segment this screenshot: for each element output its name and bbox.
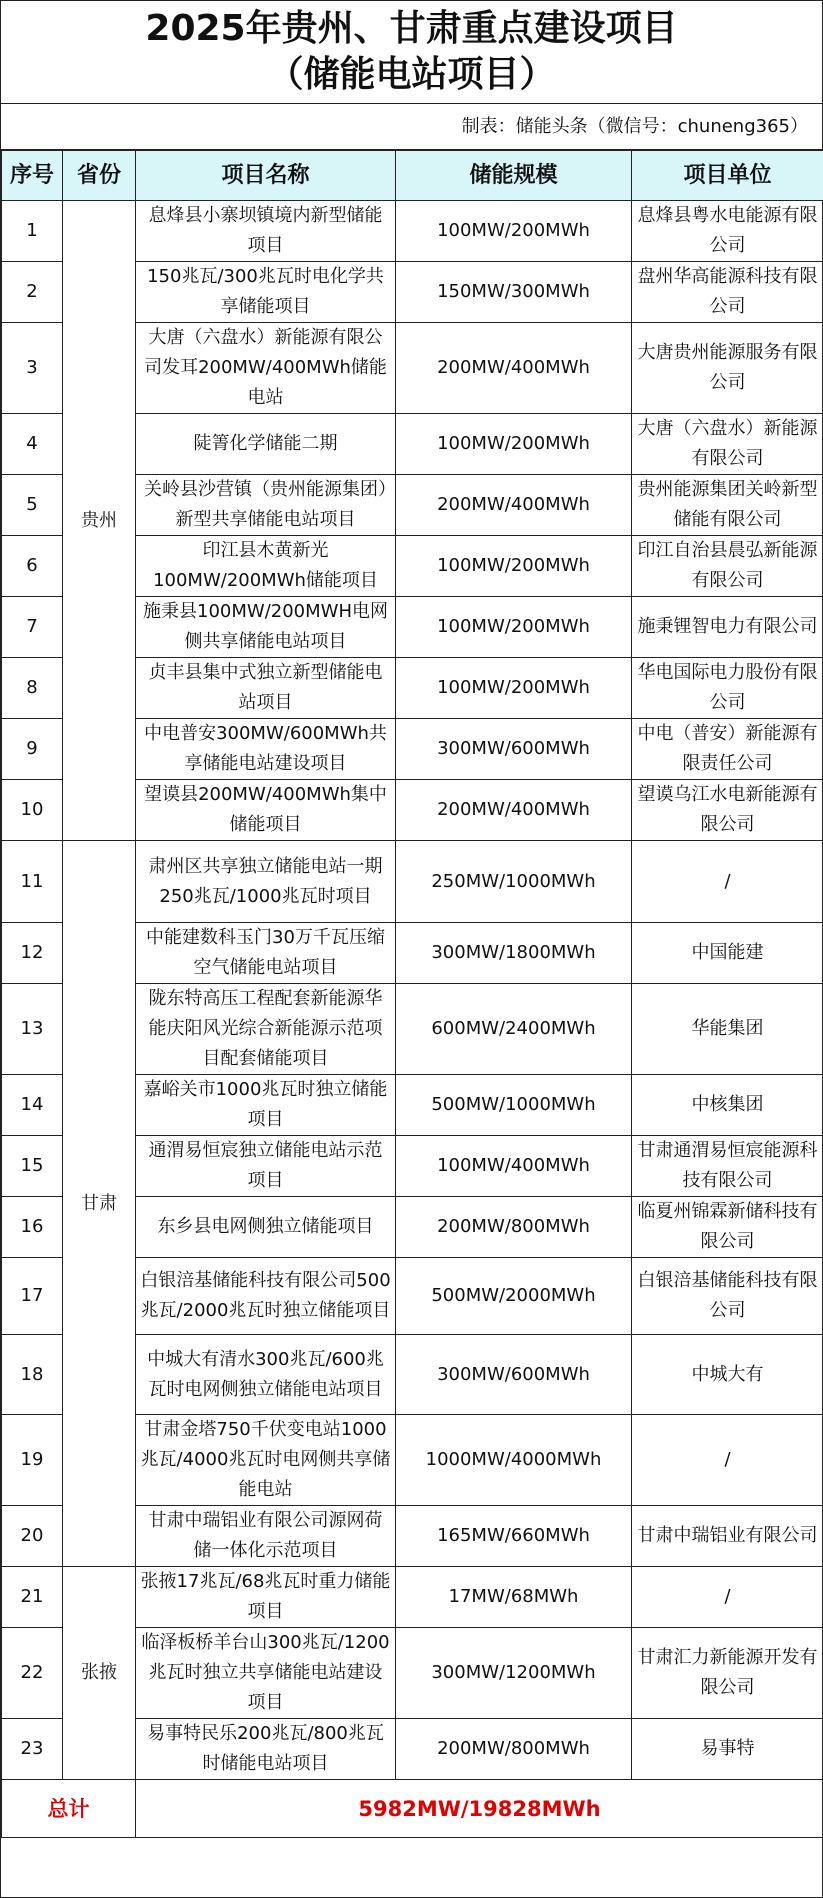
project-unit: 中核集团 [632,1075,823,1136]
project-name: 中能建数科玉门30万千瓦压缩空气储能电站项目 [136,923,396,984]
project-unit: 盘州华高能源科技有限公司 [632,262,823,323]
project-name: 施秉县100MW/200MWH电网侧共享储能电站项目 [136,597,396,658]
storage-scale: 200MW/400MWh [396,323,632,414]
row-number: 6 [2,536,63,597]
project-unit: 易事特 [632,1719,823,1780]
row-number: 23 [2,1719,63,1780]
storage-scale: 200MW/800MWh [396,1719,632,1780]
page-title: 2025年贵州、甘肃重点建设项目 [145,8,678,49]
row-number: 1 [2,201,63,262]
project-name: 中城大有清水300兆瓦/600兆瓦时电网侧独立储能电站项目 [136,1335,396,1415]
project-name: 印江县木黄新光100MW/200MWh储能项目 [136,536,396,597]
project-name: 息烽县小寨坝镇境内新型储能项目 [136,201,396,262]
header-province: 省份 [63,151,136,201]
table-row [2,1567,823,1628]
total-value: 5982MW/19828MWh [136,1780,823,1838]
project-unit: 望谟乌江水电新能源有限公司 [632,780,823,841]
project-unit: 甘肃中瑞铝业有限公司 [632,1506,823,1567]
project-unit: 甘肃汇力新能源开发有限公司 [632,1628,823,1719]
project-name: 嘉峪关市1000兆瓦时独立储能项目 [136,1075,396,1136]
storage-scale: 100MW/200MWh [396,597,632,658]
row-number: 4 [2,414,63,475]
project-name: 陡箐化学储能二期 [136,414,396,475]
row-number: 22 [2,1628,63,1719]
row-number: 2 [2,262,63,323]
project-unit: 印江自治县晨弘新能源有限公司 [632,536,823,597]
row-number: 15 [2,1136,63,1197]
project-name: 通渭易恒宸独立储能电站示范项目 [136,1136,396,1197]
project-name: 甘肃中瑞铝业有限公司源网荷储一体化示范项目 [136,1506,396,1567]
storage-scale: 150MW/300MWh [396,262,632,323]
row-number: 18 [2,1335,63,1415]
storage-scale: 500MW/1000MWh [396,1075,632,1136]
storage-scale: 100MW/200MWh [396,414,632,475]
header-project-name: 项目名称 [136,151,396,201]
project-name: 张掖17兆瓦/68兆瓦时重力储能项目 [136,1567,396,1628]
credit-line: 制表：储能头条（微信号：chuneng365） [1,104,822,150]
province-cell: 甘肃 [63,841,136,1567]
project-unit: 中电（普安）新能源有限责任公司 [632,719,823,780]
project-name: 贞丰县集中式独立新型储能电站项目 [136,658,396,719]
storage-scale: 200MW/400MWh [396,780,632,841]
storage-scale: 100MW/200MWh [396,201,632,262]
province-cell: 张掖 [63,1567,136,1780]
row-number: 21 [2,1567,63,1628]
row-number: 13 [2,984,63,1075]
project-unit: 白银涪基储能科技有限公司 [632,1258,823,1335]
row-number: 10 [2,780,63,841]
project-unit: / [632,1567,823,1628]
header-unit: 项目单位 [632,151,823,201]
page-subtitle-parenthetical: （储能电站项目） [267,54,556,95]
row-number: 8 [2,658,63,719]
row-number: 5 [2,475,63,536]
row-number: 16 [2,1197,63,1258]
total-row [2,1780,823,1838]
header-no: 序号 [2,151,63,201]
storage-scale: 300MW/1200MWh [396,1628,632,1719]
table-row [2,841,823,923]
project-unit: 华能集团 [632,984,823,1075]
projects-table [1,150,823,1838]
storage-scale: 165MW/660MWh [396,1506,632,1567]
row-number: 20 [2,1506,63,1567]
storage-scale: 250MW/1000MWh [396,841,632,923]
title-block [1,1,822,104]
row-number: 12 [2,923,63,984]
project-unit: 贵州能源集团关岭新型储能有限公司 [632,475,823,536]
project-name: 大唐（六盘水）新能源有限公司发耳200MW/400MWh储能电站 [136,323,396,414]
project-name: 陇东特高压工程配套新能源华能庆阳风光综合新能源示范项目配套储能项目 [136,984,396,1075]
storage-scale: 300MW/600MWh [396,719,632,780]
storage-scale: 200MW/400MWh [396,475,632,536]
storage-scale: 300MW/1800MWh [396,923,632,984]
project-name: 易事特民乐200兆瓦/800兆瓦时储能电站项目 [136,1719,396,1780]
storage-scale: 500MW/2000MWh [396,1258,632,1335]
project-unit: / [632,841,823,923]
project-unit: / [632,1415,823,1506]
project-name: 甘肃金塔750千伏变电站1000兆瓦/4000兆瓦时电网侧共享储能电站 [136,1415,396,1506]
project-unit: 华电国际电力股份有限公司 [632,658,823,719]
project-unit: 临夏州锦霖新储科技有限公司 [632,1197,823,1258]
storage-scale: 300MW/600MWh [396,1335,632,1415]
header-scale: 储能规模 [396,151,632,201]
storage-scale: 200MW/800MWh [396,1197,632,1258]
row-number: 11 [2,841,63,923]
project-name: 临泽板桥羊台山300兆瓦/1200兆瓦时独立共享储能电站建设项目 [136,1628,396,1719]
storage-scale: 17MW/68MWh [396,1567,632,1628]
project-name: 望谟县200MW/400MWh集中储能项目 [136,780,396,841]
storage-scale: 100MW/400MWh [396,1136,632,1197]
project-name: 白银涪基储能科技有限公司500兆瓦/2000兆瓦时独立储能项目 [136,1258,396,1335]
project-name: 关岭县沙营镇（贵州能源集团）新型共享储能电站项目 [136,475,396,536]
project-unit: 大唐（六盘水）新能源有限公司 [632,414,823,475]
project-unit: 中城大有 [632,1335,823,1415]
project-unit: 施秉锂智电力有限公司 [632,597,823,658]
project-unit: 中国能建 [632,923,823,984]
row-number: 7 [2,597,63,658]
row-number: 14 [2,1075,63,1136]
storage-scale: 600MW/2400MWh [396,984,632,1075]
row-number: 19 [2,1415,63,1506]
total-label: 总计 [2,1780,136,1838]
project-name: 东乡县电网侧独立储能项目 [136,1197,396,1258]
storage-scale: 1000MW/4000MWh [396,1415,632,1506]
project-unit: 甘肃通渭易恒宸能源科技有限公司 [632,1136,823,1197]
province-cell: 贵州 [63,201,136,841]
storage-scale: 100MW/200MWh [396,536,632,597]
project-unit: 息烽县粤水电能源有限公司 [632,201,823,262]
project-name: 肃州区共享独立储能电站一期250兆瓦/1000兆瓦时项目 [136,841,396,923]
table-row [2,201,823,262]
row-number: 9 [2,719,63,780]
row-number: 17 [2,1258,63,1335]
project-name: 150兆瓦/300兆瓦时电化学共享储能项目 [136,262,396,323]
header-row [2,151,823,201]
project-name: 中电普安300MW/600MWh共享储能电站建设项目 [136,719,396,780]
table-body [2,201,823,1780]
row-number: 3 [2,323,63,414]
project-unit: 大唐贵州能源服务有限公司 [632,323,823,414]
storage-scale: 100MW/200MWh [396,658,632,719]
